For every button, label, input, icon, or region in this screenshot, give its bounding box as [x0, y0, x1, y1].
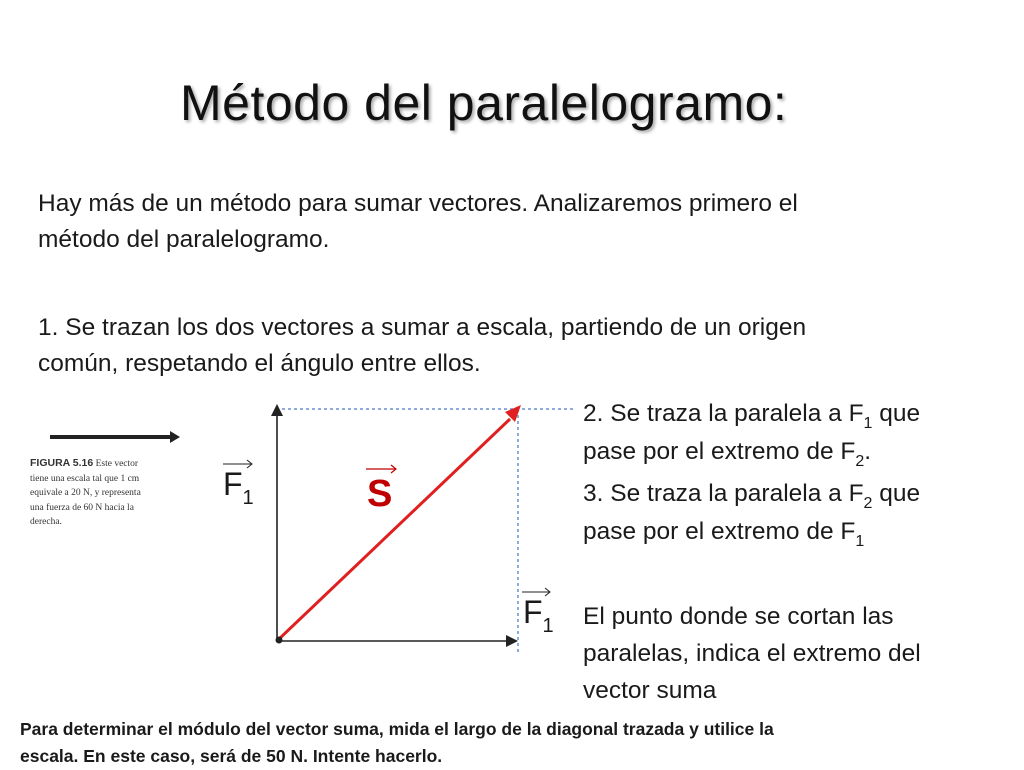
figure-caption-l1: Este vector — [95, 459, 139, 469]
label-f1-left-sub: 1 — [242, 487, 254, 509]
label-s-arrow — [366, 465, 396, 473]
step-3-line-1: 3. Se traza la paralela a $F_2$ que — [583, 480, 921, 512]
figure-label: FIGURA 5.16 — [30, 457, 94, 469]
label-f1-bottom-sub: 1 — [542, 615, 554, 637]
intro-line-2: método del paralelogramo. — [38, 226, 330, 253]
label-f1-bottom: $F_1$ — [523, 594, 554, 637]
conclusion-line-2: paralelas, indica el extremo del — [583, 640, 921, 667]
label-f1-left: $F_1$ — [223, 466, 254, 509]
step-3-paragraph — [583, 475, 1023, 551]
vector-f1-vertical-head — [271, 404, 283, 416]
step-2-paragraph — [583, 395, 1023, 471]
step-1-line-2: común, respetando el ángulo entre ellos. — [38, 350, 481, 377]
slide-title: Método del paralelogramo: — [180, 75, 788, 131]
step-3-line-2: pase por el extremo de $F_1$ — [583, 518, 865, 550]
origin-point — [276, 637, 283, 644]
vector-sum — [279, 419, 510, 639]
footer-line-1: Para determinar el módulo del vector suma, mida el largo de la diagonal trazada y utilice la — [20, 719, 774, 739]
step-1-line-1: 1. Se trazan los dos vectores a sumar a escala, partiendo de un origen — [38, 314, 807, 341]
figure-caption-l3: equivale a 20 N, y representa — [30, 488, 141, 498]
intro-line-1: Hay más de un método para sumar vectores. Analizaremos primero el — [38, 190, 798, 217]
vector-horizontal-head — [506, 635, 518, 647]
figure-caption-l4: una fuerza de 60 N hacia la — [30, 502, 134, 513]
conclusion-line-3: vector suma — [583, 677, 717, 704]
step-2-line-2: pase por el extremo de $F_2$. — [583, 438, 872, 470]
conclusion-line-1: El punto donde se cortan las — [583, 603, 894, 630]
footer-note — [20, 716, 1010, 770]
footer-line-2: escala. En este caso, será de 50 N. Intente hacerlo. — [20, 746, 443, 766]
figure-caption-l2: tiene una escala tal que 1 cm — [30, 473, 140, 484]
conclusion-paragraph — [583, 598, 1023, 709]
figure-caption-l5: derecha. — [30, 517, 62, 527]
label-sum-s: S — [367, 473, 393, 515]
step-2-line-1: 2. Se traza la paralela a $F_1$ que — [583, 400, 921, 432]
